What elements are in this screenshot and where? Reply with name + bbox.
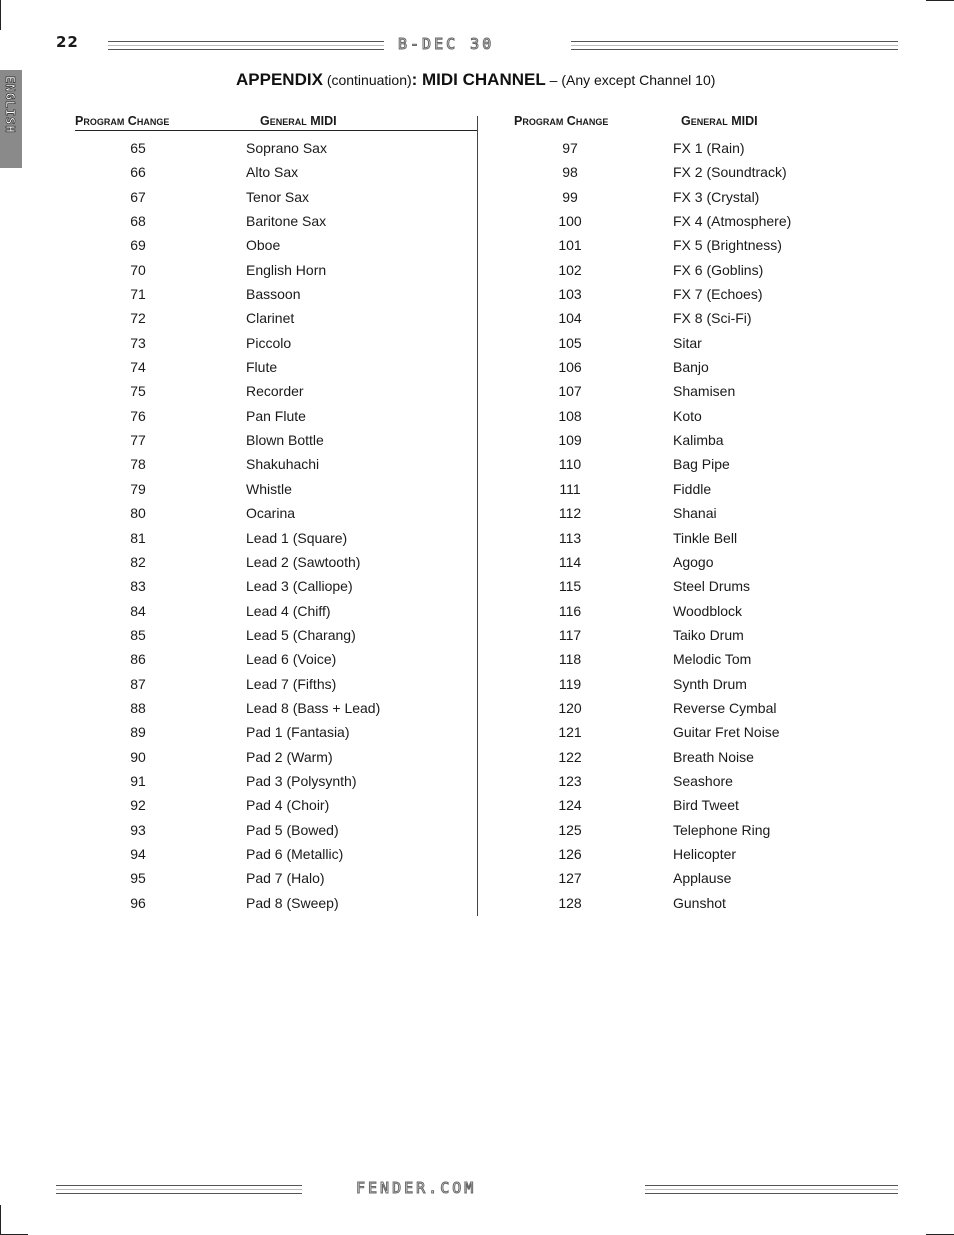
instrument-name: Lead 4 (Chiff) xyxy=(246,602,331,619)
program-number: 127 xyxy=(558,870,582,887)
program-number: 106 xyxy=(558,359,582,376)
program-number: 124 xyxy=(558,797,582,814)
instrument-name: FX 6 (Goblins) xyxy=(673,261,764,278)
table-row xyxy=(478,501,954,525)
program-number: 128 xyxy=(558,894,582,911)
instrument-name: Fiddle xyxy=(673,480,712,497)
crop-mark xyxy=(0,0,1,30)
instrument-name: Agogo xyxy=(673,553,714,570)
program-number: 79 xyxy=(130,480,146,497)
table-row xyxy=(0,672,477,696)
right-general-midi-header: General MIDI xyxy=(681,114,758,128)
program-number: 97 xyxy=(562,140,578,156)
table-row xyxy=(0,209,477,233)
instrument-name: Seashore xyxy=(673,772,733,789)
program-number: 113 xyxy=(558,529,582,546)
table-row xyxy=(0,696,477,720)
title-paren: (continuation) xyxy=(326,72,412,88)
instrument-name: Lead 5 (Charang) xyxy=(246,626,356,643)
program-number: 68 xyxy=(130,213,146,230)
program-number: 90 xyxy=(130,748,146,765)
table-row xyxy=(478,866,954,890)
table-row xyxy=(478,818,954,842)
program-number: 67 xyxy=(130,188,146,205)
program-number: 117 xyxy=(558,626,582,643)
table-row xyxy=(0,233,477,257)
program-number: 119 xyxy=(558,675,582,692)
instrument-name: Pan Flute xyxy=(246,407,306,424)
program-number: 91 xyxy=(130,772,146,789)
table-row xyxy=(0,160,477,184)
instrument-name: Baritone Sax xyxy=(246,213,327,230)
table-row xyxy=(0,282,477,306)
instrument-name: Shamisen xyxy=(673,383,736,400)
program-number: 114 xyxy=(558,553,582,570)
table-row xyxy=(478,599,954,623)
language-tab-label: ENGLISH xyxy=(3,76,17,134)
left-general-midi-header: General MIDI xyxy=(260,114,337,128)
instrument-name: Oboe xyxy=(246,237,281,254)
program-number: 104 xyxy=(558,310,582,327)
program-number: 116 xyxy=(558,602,582,619)
crop-mark xyxy=(926,0,954,1)
instrument-name: Ocarina xyxy=(246,505,296,522)
table-row xyxy=(0,428,477,452)
program-number: 120 xyxy=(558,699,582,716)
instrument-name: Taiko Drum xyxy=(673,626,744,643)
table-row xyxy=(478,331,954,355)
instrument-name: Piccolo xyxy=(246,334,292,351)
table-row xyxy=(478,160,954,184)
table-row xyxy=(0,477,477,501)
program-number: 126 xyxy=(558,845,582,862)
table-row xyxy=(478,379,954,403)
program-number: 70 xyxy=(130,261,146,278)
instrument-name: Gunshot xyxy=(673,894,726,911)
table-row xyxy=(478,891,954,915)
title-main: APPENDIX xyxy=(236,70,323,89)
program-number: 98 xyxy=(562,164,578,181)
instrument-name: English Horn xyxy=(246,261,327,278)
instrument-name: Bassoon xyxy=(246,286,301,303)
table-row xyxy=(0,623,477,647)
program-number: 105 xyxy=(558,334,582,351)
program-number: 86 xyxy=(130,651,146,668)
instrument-name: Guitar Fret Noise xyxy=(673,724,780,741)
table-row xyxy=(478,696,954,720)
program-number: 77 xyxy=(130,432,146,449)
right-table xyxy=(478,136,954,915)
program-number: 103 xyxy=(558,286,582,303)
program-number: 75 xyxy=(130,383,146,400)
instrument-name: FX 3 (Crystal) xyxy=(673,188,760,205)
table-row xyxy=(478,672,954,696)
instrument-name: Lead 6 (Voice) xyxy=(246,651,337,668)
table-row xyxy=(478,428,954,452)
table-row xyxy=(478,258,954,282)
instrument-name: Woodblock xyxy=(673,602,743,619)
table-row xyxy=(478,404,954,428)
instrument-name: Shanai xyxy=(673,505,717,522)
program-number: 87 xyxy=(130,675,146,692)
left-header-rule xyxy=(75,130,477,131)
instrument-name: Bag Pipe xyxy=(673,456,730,473)
instrument-name: Whistle xyxy=(246,480,292,497)
instrument-name: Pad 4 (Choir) xyxy=(246,797,330,814)
instrument-name: Pad 1 (Fantasia) xyxy=(246,724,350,741)
program-number: 80 xyxy=(130,505,146,522)
table-row xyxy=(478,720,954,744)
instrument-name: Koto xyxy=(673,407,702,424)
table-row xyxy=(478,136,954,160)
table-row xyxy=(0,355,477,379)
instrument-name: Sitar xyxy=(673,334,702,351)
program-number: 85 xyxy=(130,626,146,643)
left-table xyxy=(0,136,477,915)
table-row xyxy=(478,647,954,671)
instrument-name: Telephone Ring xyxy=(673,821,771,838)
table-row xyxy=(0,258,477,282)
page-number: 22 xyxy=(56,33,79,51)
program-number: 110 xyxy=(558,456,582,473)
program-number: 72 xyxy=(130,310,146,327)
program-number: 92 xyxy=(130,797,146,814)
title-note: – (Any except Channel 10) xyxy=(545,72,716,88)
instrument-name: Clarinet xyxy=(246,310,295,327)
program-number: 100 xyxy=(558,213,582,230)
table-row xyxy=(0,866,477,890)
instrument-name: Lead 8 (Bass + Lead) xyxy=(246,699,381,716)
program-number: 88 xyxy=(130,699,146,716)
crop-mark xyxy=(0,1205,1,1235)
footer-rule-left xyxy=(56,1185,302,1194)
instrument-name: Reverse Cymbal xyxy=(673,699,777,716)
table-row xyxy=(478,209,954,233)
title-section: : MIDI CHANNEL xyxy=(411,70,546,89)
program-number: 109 xyxy=(558,432,582,449)
program-number: 78 xyxy=(130,456,146,473)
table-row xyxy=(0,404,477,428)
table-row xyxy=(478,574,954,598)
instrument-name: Lead 3 (Calliope) xyxy=(246,578,353,595)
table-row xyxy=(0,647,477,671)
table-row xyxy=(478,306,954,330)
program-number: 81 xyxy=(130,529,146,546)
instrument-name: Recorder xyxy=(246,383,304,400)
program-number: 71 xyxy=(130,286,146,303)
program-number: 93 xyxy=(130,821,146,838)
program-number: 95 xyxy=(130,870,146,887)
header-logo: B-DEC 30 xyxy=(398,35,495,53)
program-number: 102 xyxy=(558,261,582,278)
program-number: 99 xyxy=(562,188,578,205)
instrument-name: FX 8 (Sci-Fi) xyxy=(673,310,752,327)
instrument-name: FX 4 (Atmosphere) xyxy=(673,213,792,230)
instrument-name: Pad 6 (Metallic) xyxy=(246,845,344,862)
instrument-name: Pad 7 (Halo) xyxy=(246,870,325,887)
instrument-name: FX 7 (Echoes) xyxy=(673,286,763,303)
table-row xyxy=(0,185,477,209)
right-program-change-header: Program Change xyxy=(514,114,609,128)
program-number: 108 xyxy=(558,407,582,424)
table-row xyxy=(0,501,477,525)
table-row xyxy=(478,526,954,550)
program-number: 115 xyxy=(558,578,582,595)
instrument-name: FX 2 (Soundtrack) xyxy=(673,164,787,181)
table-row xyxy=(478,745,954,769)
table-row xyxy=(0,550,477,574)
table-row xyxy=(478,793,954,817)
instrument-name: Applause xyxy=(673,870,732,887)
footer-logo: FENDER.COM xyxy=(356,1179,477,1197)
instrument-name: Soprano Sax xyxy=(246,140,327,156)
page-title xyxy=(236,70,715,90)
instrument-name: Banjo xyxy=(673,359,709,376)
program-number: 76 xyxy=(130,407,146,424)
program-number: 69 xyxy=(130,237,146,254)
table-row xyxy=(478,550,954,574)
table-row xyxy=(0,136,477,160)
program-number: 83 xyxy=(130,578,146,595)
instrument-name: Blown Bottle xyxy=(246,432,324,449)
program-number: 122 xyxy=(558,748,582,765)
instrument-name: Synth Drum xyxy=(673,675,747,692)
program-number: 82 xyxy=(130,553,146,570)
program-number: 65 xyxy=(130,140,146,156)
table-row xyxy=(478,769,954,793)
table-row xyxy=(478,842,954,866)
table-row xyxy=(0,769,477,793)
instrument-name: Helicopter xyxy=(673,845,737,862)
header-rule-right xyxy=(571,41,898,50)
instrument-name: FX 1 (Rain) xyxy=(673,140,745,156)
table-row xyxy=(478,452,954,476)
program-number: 123 xyxy=(558,772,582,789)
table-row xyxy=(478,477,954,501)
table-row xyxy=(0,745,477,769)
table-row xyxy=(0,574,477,598)
table-row xyxy=(0,306,477,330)
program-number: 94 xyxy=(130,845,146,862)
program-number: 66 xyxy=(130,164,146,181)
program-number: 125 xyxy=(558,821,582,838)
instrument-name: Flute xyxy=(246,359,278,376)
table-row xyxy=(478,282,954,306)
instrument-name: Tinkle Bell xyxy=(673,529,738,546)
instrument-name: Breath Noise xyxy=(673,748,754,765)
instrument-name: Pad 5 (Bowed) xyxy=(246,821,339,838)
program-number: 118 xyxy=(558,651,582,668)
instrument-name: Shakuhachi xyxy=(246,456,320,473)
table-row xyxy=(0,842,477,866)
footer-rule-right xyxy=(645,1185,898,1194)
program-number: 73 xyxy=(130,334,146,351)
table-row xyxy=(0,720,477,744)
instrument-name: Steel Drums xyxy=(673,578,751,595)
table-row xyxy=(0,331,477,355)
instrument-name: Lead 1 (Square) xyxy=(246,529,348,546)
table-row xyxy=(478,623,954,647)
program-number: 96 xyxy=(130,894,146,911)
left-program-change-header: Program Change xyxy=(75,114,170,128)
table-row xyxy=(0,599,477,623)
program-number: 74 xyxy=(130,359,146,376)
instrument-name: Tenor Sax xyxy=(246,188,310,205)
table-row xyxy=(478,355,954,379)
instrument-name: Lead 7 (Fifths) xyxy=(246,675,337,692)
instrument-name: Lead 2 (Sawtooth) xyxy=(246,553,361,570)
table-row xyxy=(0,818,477,842)
instrument-name: Melodic Tom xyxy=(673,651,752,668)
program-number: 101 xyxy=(558,237,582,254)
table-row xyxy=(0,793,477,817)
program-number: 111 xyxy=(559,480,581,497)
instrument-name: Pad 3 (Polysynth) xyxy=(246,772,357,789)
instrument-name: FX 5 (Brightness) xyxy=(673,237,782,254)
table-row xyxy=(0,452,477,476)
program-number: 107 xyxy=(558,383,582,400)
program-number: 112 xyxy=(558,505,582,522)
program-number: 121 xyxy=(558,724,582,741)
instrument-name: Alto Sax xyxy=(246,164,299,181)
table-row xyxy=(0,526,477,550)
header-rule-left xyxy=(108,41,384,50)
instrument-name: Kalimba xyxy=(673,432,724,449)
instrument-name: Bird Tweet xyxy=(673,797,739,814)
table-row xyxy=(478,233,954,257)
program-number: 89 xyxy=(130,724,146,741)
table-row xyxy=(0,891,477,915)
instrument-name: Pad 8 (Sweep) xyxy=(246,894,339,911)
table-row xyxy=(0,379,477,403)
instrument-name: Pad 2 (Warm) xyxy=(246,748,333,765)
table-row xyxy=(478,185,954,209)
program-number: 84 xyxy=(130,602,146,619)
